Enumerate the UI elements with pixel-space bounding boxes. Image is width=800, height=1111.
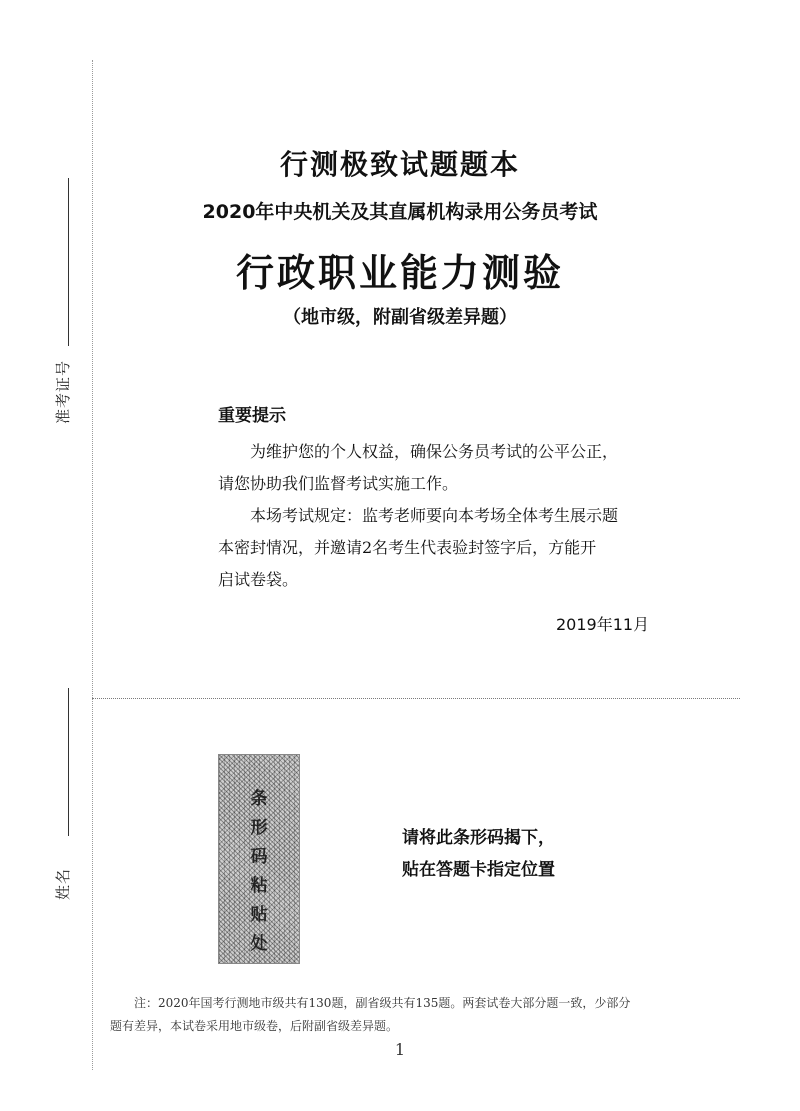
instruction-line: 请将此条形码揭下，	[402, 828, 555, 848]
footnote	[110, 992, 710, 1038]
barcode-instruction	[402, 822, 555, 886]
instruction-line: 贴在答题卡指定位置	[402, 860, 555, 880]
notice-line: 为维护您的个人权益，确保公务员考试的公平公正，	[250, 442, 619, 461]
notice-line: 本密封情况，并邀请2名考生代表验封签字后，方能开	[218, 538, 597, 557]
notice-line: 请您协助我们监督考试实施工作。	[218, 474, 459, 493]
barcode-label: 条形码粘贴处	[250, 789, 268, 954]
page-number: 1	[394, 1040, 406, 1059]
notice-date: 2019年11月	[556, 615, 650, 634]
footnote-line: 题有差异，本试卷采用地市级卷，后附副省级差异题。	[110, 1019, 399, 1033]
name-write-line	[68, 688, 69, 836]
notice-line: 本场考试规定：监考老师要向本考场全体考生展示题	[250, 506, 619, 525]
tear-off-line	[92, 698, 740, 699]
exam-main-title: 行政职业能力测验	[235, 250, 564, 295]
barcode-sticker-area	[218, 754, 300, 964]
notice-body	[218, 436, 668, 596]
exam-subtitle: 2020年中央机关及其直属机构录用公务员考试	[202, 201, 598, 223]
notice-line: 启试卷袋。	[218, 570, 299, 589]
notice-heading: 重要提示	[218, 406, 286, 426]
exam-id-label: 准考证号	[54, 359, 72, 424]
booklet-title: 行测极致试题题本	[279, 148, 520, 181]
level-note: （地市级，附副省级差异题）	[283, 307, 517, 328]
name-label: 姓名	[54, 867, 72, 900]
footnote-line: 注：2020年国考行测地市级共有130题，副省级共有135题。两套试卷大部分题一致，少部分	[134, 996, 631, 1010]
